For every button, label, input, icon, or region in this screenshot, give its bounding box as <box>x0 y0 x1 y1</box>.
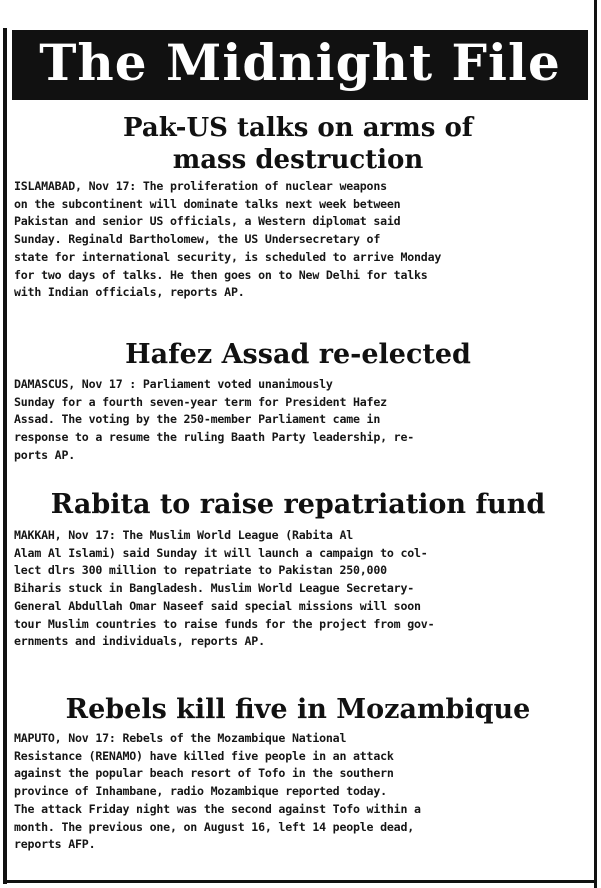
story-body: DAMASCUS, Nov 17 : Parliament voted unanimously Sunday for a fourth seven-year term for President Hafez Assad. The voting by the 250-member Parliament came in response to a resume the ruling Baath Party leadership, re- ports AP. <box>14 377 415 462</box>
news-story-hafez-assad <box>14 338 582 465</box>
left-border-rule <box>3 28 7 884</box>
story-headline-line: mass destruction <box>172 145 424 175</box>
story-headline: Rebels kill five in Mozambique <box>65 694 531 725</box>
masthead-title: The Midnight File <box>39 33 561 92</box>
story-body: MAKKAH, Nov 17: The Muslim World League (Rabita Al Alam Al Islami) said Sunday it will launch a campaign to col- lect dlrs 300 million to repatriate to Pakistan 250,000 Biharis stuck in Bangladesh. Muslim World League Secretary- General Abdullah Omar Naseef said special missions will soon tour Muslim countries to raise funds for the project from gov- ernments and individuals, reports AP. <box>14 528 435 649</box>
news-story-mozambique-rebels <box>14 692 582 854</box>
story-headline <box>14 112 582 176</box>
story-headline: Hafez Assad re-elected <box>125 339 471 370</box>
news-story-rabita-fund <box>14 487 582 651</box>
story-body: MAPUTO, Nov 17: Rebels of the Mozambique National Resistance (RENAMO) have killed five people in an attack against the popular beach resort of Tofo in the southern province of Inhambane, radio Mozambique reported today. The attack Friday night was the second against Tofo within a month. The previous one, on August 16, left 14 people dead, reports AFP. <box>14 731 421 852</box>
right-border-rule <box>594 0 597 888</box>
story-headline-line: Pak-US talks on arms of <box>123 113 473 143</box>
story-body: ISLAMABAD, Nov 17: The proliferation of nuclear weapons on the subcontinent will dominate talks next week between Pakistan and senior US officials, a Western diplomat said Sunday. Reginald Bartholomew, the US Undersecretary of state for international security, is scheduled to arrive Monday for two days of talks. He then goes on to New Delhi for talks with Indian officials, reports AP. <box>14 179 442 300</box>
news-story-pak-us-talks <box>14 112 582 302</box>
bottom-border-rule <box>3 880 597 883</box>
story-headline: Rabita to raise repatriation fund <box>50 489 546 520</box>
masthead-banner <box>12 30 588 100</box>
